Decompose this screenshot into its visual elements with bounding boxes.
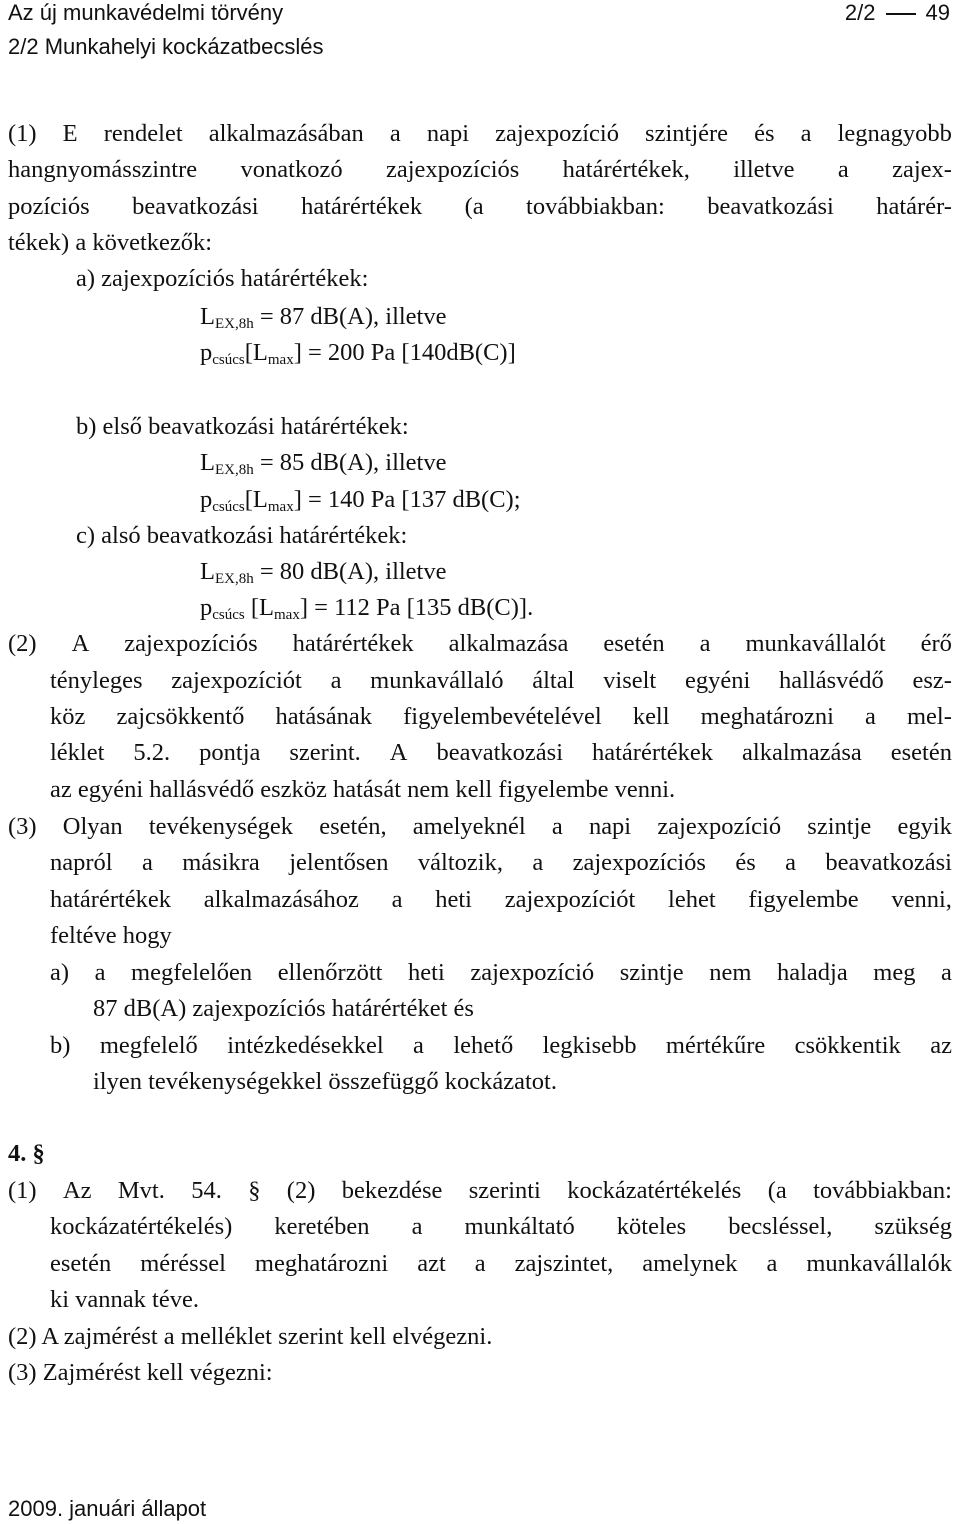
word: alkalmazása	[448, 630, 569, 657]
running-header-subtitle: 2/2 Munkahelyi kockázatbecslés	[8, 34, 324, 59]
word: határértékek	[292, 630, 414, 657]
word: zajcsökkentő	[116, 703, 245, 730]
word: 54.	[191, 1177, 222, 1204]
word: a	[699, 630, 711, 657]
word: a	[411, 1213, 423, 1240]
word: továbbiakban:	[526, 193, 665, 220]
word: figyelembe	[748, 886, 859, 913]
word: kockázatértékelés	[567, 1177, 742, 1204]
word: amelynek	[642, 1250, 738, 1277]
word: meg	[873, 959, 916, 986]
word: egyéni	[684, 667, 751, 694]
word: munkavállalók	[806, 1250, 952, 1277]
word: zajexpozíciós	[385, 156, 520, 183]
word: határértékek	[50, 886, 172, 913]
word: munkavállaló	[370, 667, 504, 694]
word: beavatkozási	[825, 849, 952, 876]
word: és	[754, 120, 775, 147]
page-number: 49	[925, 0, 950, 25]
paragraph-line: tékek) a következők:	[8, 229, 213, 256]
word: zajszintet,	[514, 1250, 614, 1277]
footer-date: 2009. januári állapot	[8, 1496, 207, 1521]
paragraph-line: feltéve hogy	[50, 922, 172, 949]
word: zajexpozíció	[495, 120, 619, 147]
word: (2)	[8, 630, 37, 657]
word: (a	[767, 1177, 787, 1204]
paragraph-line	[8, 192, 952, 222]
paragraph-line: (3) Zajmérést kell végezni:	[8, 1359, 273, 1386]
word: zajexpozíciót	[504, 886, 636, 913]
running-header-title: Az új munkavédelmi törvény	[8, 0, 284, 25]
word: §	[248, 1177, 261, 1204]
list-item-line: 87 dB(A) zajexpozíciós határértéket és	[93, 995, 474, 1022]
paragraph-line: (2) A zajmérést a melléklet szerint kell elvégezni.	[8, 1323, 493, 1350]
word: a	[391, 886, 403, 913]
word: napi	[426, 120, 470, 147]
word: alkalmazása	[742, 739, 862, 766]
word: másikra	[182, 849, 260, 876]
word: napi	[588, 813, 632, 840]
paragraph-line	[8, 812, 952, 842]
word: pontja	[199, 739, 261, 766]
paragraph-line	[50, 702, 952, 732]
paragraph-line	[50, 1212, 952, 1242]
word: egyik	[897, 813, 952, 840]
word: (3)	[8, 813, 37, 840]
word: esetén	[603, 630, 665, 657]
word: megfelelően	[131, 959, 253, 986]
word: szükség	[874, 1213, 952, 1240]
paragraph-line	[50, 666, 952, 696]
word: a	[141, 849, 153, 876]
word: szintjére	[645, 120, 729, 147]
word: jelentősen	[289, 849, 389, 876]
word: illetve	[733, 156, 795, 183]
word: A	[71, 630, 90, 657]
word: hallásvédő	[778, 667, 884, 694]
word: amelyeknél	[412, 813, 526, 840]
word: a	[413, 1032, 424, 1059]
word: Olyan	[62, 813, 123, 840]
word: zajexpozíció	[657, 813, 782, 840]
word: bekezdése	[341, 1177, 443, 1204]
word: munkáltató	[464, 1213, 575, 1240]
word: munkavállalót	[745, 630, 886, 657]
word: figyelembevételével	[403, 703, 602, 730]
header-dash	[886, 13, 916, 15]
word: hatásának	[275, 703, 373, 730]
word: által	[532, 667, 575, 694]
word: haladja	[776, 959, 848, 986]
word: legkisebb	[542, 1032, 637, 1059]
word: zajexpozíciót	[171, 667, 302, 694]
word: zajex-	[892, 156, 952, 183]
word: beavatkozási	[707, 193, 834, 220]
formula-line: LEX,8h = 80 dB(A), illetve	[200, 558, 447, 587]
word: alkalmazásához	[203, 886, 359, 913]
paragraph-line	[8, 119, 952, 149]
word: A	[389, 739, 408, 766]
word: heti	[435, 886, 472, 913]
paragraph-line: az egyéni hallásvédő eszköz hatását nem kell figyelembe venni.	[50, 776, 676, 803]
word: a	[330, 667, 342, 694]
word: szerinti	[468, 1177, 541, 1204]
paragraph-line: ki vannak téve.	[50, 1286, 199, 1313]
paragraph-line	[8, 629, 952, 659]
word: méréssel	[140, 1250, 226, 1277]
word: venni,	[891, 886, 952, 913]
word: napról	[50, 849, 113, 876]
list-heading-c: c) alsó beavatkozási határértékek:	[76, 522, 408, 549]
list-item-line	[50, 958, 952, 988]
section-heading: 4. §	[8, 1140, 45, 1167]
word: határértékek	[592, 739, 714, 766]
word: Mvt.	[117, 1177, 165, 1204]
word: hangnyomásszintre	[8, 156, 198, 183]
word: nem	[709, 959, 752, 986]
word: esetén	[890, 739, 952, 766]
word: megfelelő	[99, 1032, 198, 1059]
word: beavatkozási	[436, 739, 564, 766]
word: meghatározni	[254, 1250, 389, 1277]
word: tényleges	[50, 667, 143, 694]
word: legnagyobb	[837, 120, 952, 147]
word: b)	[50, 1032, 71, 1059]
word: (1)	[8, 1177, 37, 1204]
word: a)	[50, 959, 70, 986]
formula-line: LEX,8h = 85 dB(A), illetve	[200, 449, 447, 478]
word: a	[837, 156, 849, 183]
running-header-page	[845, 0, 950, 26]
word: a	[532, 849, 544, 876]
paragraph-line	[8, 155, 952, 185]
word: a	[941, 959, 952, 986]
word: lehet	[668, 886, 716, 913]
word: esetén,	[319, 813, 387, 840]
word: viselt	[603, 667, 657, 694]
word: a	[800, 120, 812, 147]
word: mértékűre	[665, 1032, 766, 1059]
word: a	[551, 813, 563, 840]
word: esz-	[912, 667, 952, 694]
word: E	[62, 120, 78, 147]
word: zajexpozíció	[470, 959, 595, 986]
list-item-line	[50, 1031, 952, 1061]
word: zajexpozíciós	[572, 849, 706, 876]
word: léklet	[50, 739, 105, 766]
word: továbbiakban:	[813, 1177, 952, 1204]
word: meghatározni	[700, 703, 834, 730]
word: csökkentik	[794, 1032, 901, 1059]
word: az	[930, 1032, 952, 1059]
formula-line: LEX,8h = 87 dB(A), illetve	[200, 303, 447, 332]
word: kockázatértékelés)	[50, 1213, 233, 1240]
word: azt	[417, 1250, 446, 1277]
word: mel-	[907, 703, 952, 730]
paragraph-line	[8, 1176, 952, 1206]
paragraph-line	[50, 738, 952, 768]
word: alkalmazásában	[208, 120, 364, 147]
word: tevékenységek	[148, 813, 294, 840]
page-fraction: 2/2	[844, 0, 876, 25]
word: esetén	[50, 1250, 112, 1277]
paragraph-line	[50, 848, 952, 878]
word: szintje	[619, 959, 684, 986]
word: ellenőrzött	[277, 959, 383, 986]
word: határértékek	[301, 193, 423, 220]
word: pozíciós	[8, 193, 90, 220]
word: rendelet	[103, 120, 183, 147]
word: (a	[464, 193, 484, 220]
word: a	[766, 1250, 778, 1277]
word: kell	[632, 703, 670, 730]
word: vonatkozó	[240, 156, 343, 183]
word: a	[474, 1250, 486, 1277]
paragraph-line	[50, 885, 952, 915]
word: határértékek,	[562, 156, 690, 183]
word: változik,	[417, 849, 503, 876]
word: becsléssel,	[728, 1213, 833, 1240]
formula-line: pcsúcs[Lmax] = 200 Pa [140dB(C)]	[200, 339, 516, 368]
word: beavatkozási	[132, 193, 259, 220]
word: és	[735, 849, 756, 876]
word: szerint.	[289, 739, 361, 766]
word: (1)	[8, 120, 37, 147]
word: köteles	[616, 1213, 687, 1240]
list-heading-a: a) zajexpozíciós határértékek:	[76, 265, 369, 292]
word: szintje	[807, 813, 872, 840]
word: keretében	[274, 1213, 370, 1240]
list-heading-b: b) első beavatkozási határértékek:	[76, 413, 409, 440]
word: a	[94, 959, 106, 986]
paragraph-line	[50, 1249, 952, 1279]
list-item-line: ilyen tevékenységekkel összefüggő kockázatot.	[93, 1068, 557, 1095]
word: 5.2.	[133, 739, 171, 766]
word: (2)	[286, 1177, 316, 1204]
word: heti	[408, 959, 445, 986]
formula-line: pcsúcs [Lmax] = 112 Pa [135 dB(C)].	[200, 594, 534, 623]
word: köz	[50, 703, 86, 730]
word: Az	[62, 1177, 92, 1204]
word: zajexpozíciós	[124, 630, 258, 657]
word: lehető	[453, 1032, 514, 1059]
word: határér-	[876, 193, 952, 220]
word: a	[389, 120, 401, 147]
word: a	[865, 703, 876, 730]
formula-line: pcsúcs[Lmax] = 140 Pa [137 dB(C);	[200, 486, 521, 515]
word: a	[785, 849, 797, 876]
word: érő	[920, 630, 952, 657]
word: intézkedésekkel	[227, 1032, 384, 1059]
